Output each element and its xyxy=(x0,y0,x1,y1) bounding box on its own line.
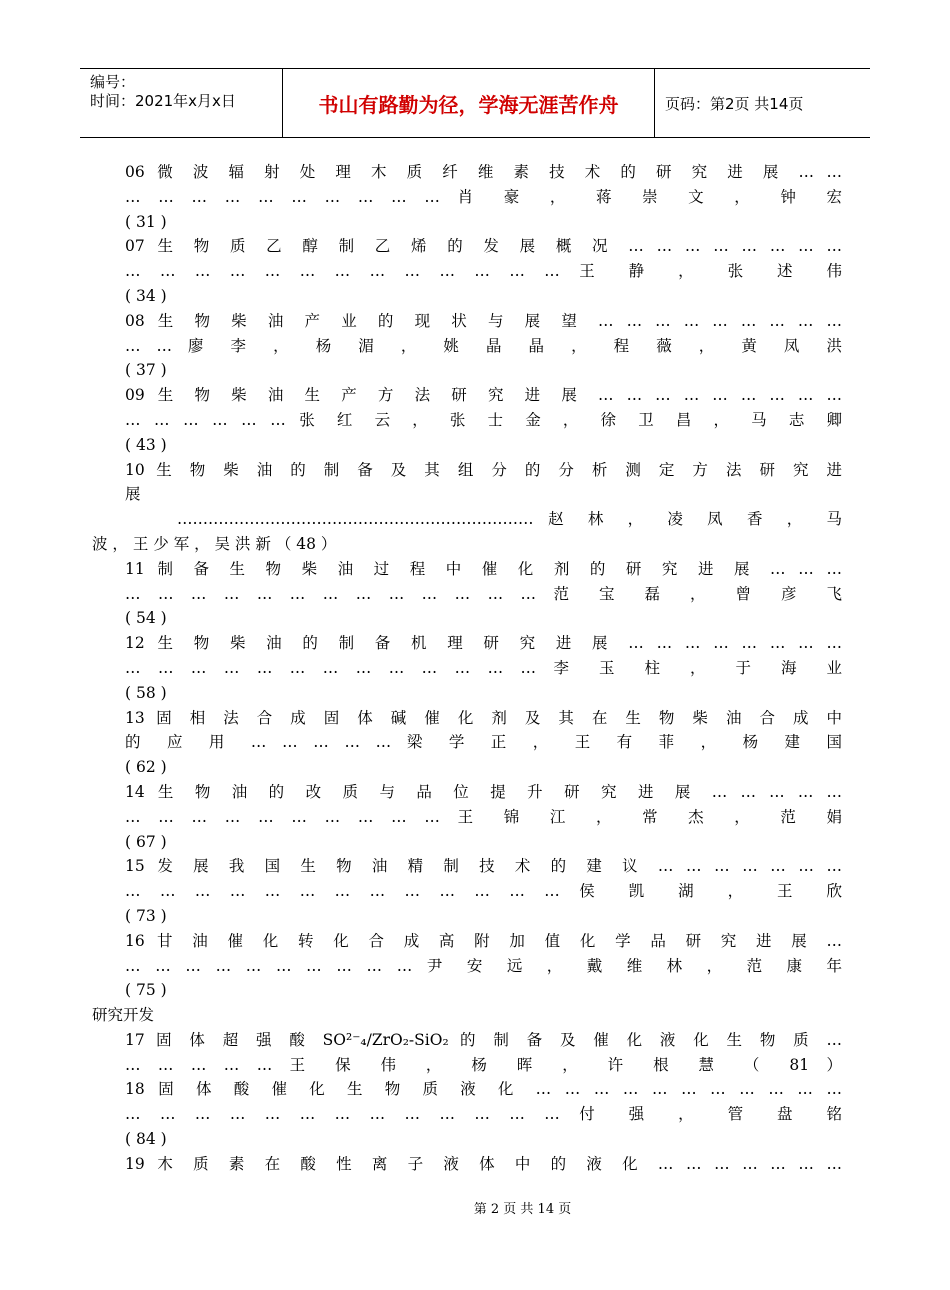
toc-line: 07 生 物 质 乙 醇 制 乙 烯 的 发 展 概 况 … … … … … … … … xyxy=(125,237,842,256)
page-label: 页码：第2页 共14页 xyxy=(665,94,804,113)
toc-line: 14 生 物 油 的 改 质 与 品 位 提 升 研 究 进 展 … … … … … xyxy=(125,782,842,801)
table-of-contents xyxy=(92,160,842,1177)
toc-line: ( 62 ) xyxy=(125,758,167,777)
toc-line: ( 54 ) xyxy=(125,609,167,628)
number-label: 编号： xyxy=(90,73,136,91)
header-table xyxy=(80,68,870,138)
section-title: 研究开发 xyxy=(92,1006,155,1025)
toc-line: … … … … … … … … … … … … … 侯 凯 湖 ， 王 欣 xyxy=(125,882,842,901)
toc-line: … … … … … … … … … … … … … 付 强 ， 管 盘 铭 xyxy=(125,1105,842,1124)
toc-line: ( 31 ) xyxy=(125,212,167,231)
toc-line: ( 75 ) xyxy=(125,981,167,1000)
toc-line: … … 廖 李 ， 杨 湄 ， 姚 晶 晶 ， 程 薇 ， 黄 凤 洪 xyxy=(125,336,842,355)
toc-line: ( 37 ) xyxy=(125,361,167,380)
motto: 书山有路勤为径，学海无涯苦作舟 xyxy=(283,69,655,137)
toc-line: … … … … … … 张 红 云 ， 张 士 金 ， 徐 卫 昌 ， 马 志 卿 xyxy=(125,410,842,429)
toc-line: … … … … … … … … … … 肖 豪 ， 蒋 崇 文 ， 钟 宏 xyxy=(125,187,842,206)
toc-line: 波 ， 王 少 军 ， 吴 洪 新 （ 48 ） xyxy=(92,534,337,553)
date-label: 时间：2021年x月x日 xyxy=(90,92,236,110)
toc-line: 18 固 体 酸 催 化 生 物 质 液 化 … … … … … … … … … … … xyxy=(125,1080,842,1099)
toc-line: 06 微 波 辐 射 处 理 木 质 纤 维 素 技 术 的 研 究 进 展 … … xyxy=(125,163,842,181)
toc-line: ( 73 ) xyxy=(125,906,167,925)
toc-line: … … … … … … … … … … 王 锦 江 ， 常 杰 ， 范 娟 xyxy=(125,807,842,826)
toc-line: ( 43 ) xyxy=(125,435,167,454)
toc-line: 的 应 用 … … … … … 梁 学 正 ， 王 有 菲 ， 杨 建 国 xyxy=(125,733,842,752)
toc-line: … … … … … … … … … … … … … 李 玉 柱 ， 于 海 业 xyxy=(125,658,842,677)
toc-line: 13 固 相 法 合 成 固 体 碱 催 化 剂 及 其 在 生 物 柴 油 合 成 中 xyxy=(125,708,842,727)
toc-line: … … … … … … … … … … … … … 王 静 ， 张 述 伟 xyxy=(125,262,842,281)
toc-line: ( 34 ) xyxy=(125,286,167,305)
toc-line: … … … … … … … … … … … … … 范 宝 磊 ， 曾 彦 飞 xyxy=(125,584,842,603)
toc-line: 12 生 物 柴 油 的 制 备 机 理 研 究 进 展 … … … … … … … … xyxy=(125,634,842,653)
toc-line: 19 木 质 素 在 酸 性 离 子 液 体 中 的 液 化 … … … … … … … xyxy=(125,1154,842,1173)
header-info-cell xyxy=(80,69,283,137)
toc-list xyxy=(92,160,842,1003)
toc-list-2 xyxy=(92,1028,842,1177)
toc-line: 09 生 物 柴 油 生 产 方 法 研 究 进 展 … … … … … … … … … xyxy=(125,386,842,405)
toc-line: 10 生 物 柴 油 的 制 备 及 其 组 分 的 分 析 测 定 方 法 研 究 进 xyxy=(125,460,842,479)
toc-line: 08 生 物 柴 油 产 业 的 现 状 与 展 望 … … … … … … … … … xyxy=(125,311,842,330)
page-footer: 第 2 页 共 14 页 xyxy=(473,1202,572,1217)
toc-line: ( 58 ) xyxy=(125,683,167,702)
toc-line: ( 67 ) xyxy=(125,832,167,851)
toc-line: ( 84 ) xyxy=(125,1130,167,1149)
toc-line: … … … … … 王 保 伟 ， 杨 晖 ， 许 根 慧 （ 81 ） xyxy=(125,1055,842,1074)
toc-line: 15 发 展 我 国 生 物 油 精 制 技 术 的 建 议 … … … … … … … xyxy=(125,857,842,876)
toc-line: 17 固 体 超 强 酸 SO²⁻₄/ZrO₂-SiO₂ 的 制 备 及 催 化 液 化 生 物 质 … xyxy=(125,1030,842,1049)
toc-line: 展 xyxy=(125,485,141,504)
toc-line: 16 甘 油 催 化 转 化 合 成 高 附 加 值 化 学 品 研 究 进 展 … xyxy=(125,931,842,950)
toc-line: …………………………………………………………… 赵 林 ， 凌 凤 香 ， 马 xyxy=(177,510,842,529)
toc-line: … … … … … … … … … … 尹 安 远 ， 戴 维 林 ， 范 康 年 xyxy=(125,956,842,975)
toc-line: 11 制 备 生 物 柴 油 过 程 中 催 化 剂 的 研 究 进 展 … … … xyxy=(125,559,842,578)
